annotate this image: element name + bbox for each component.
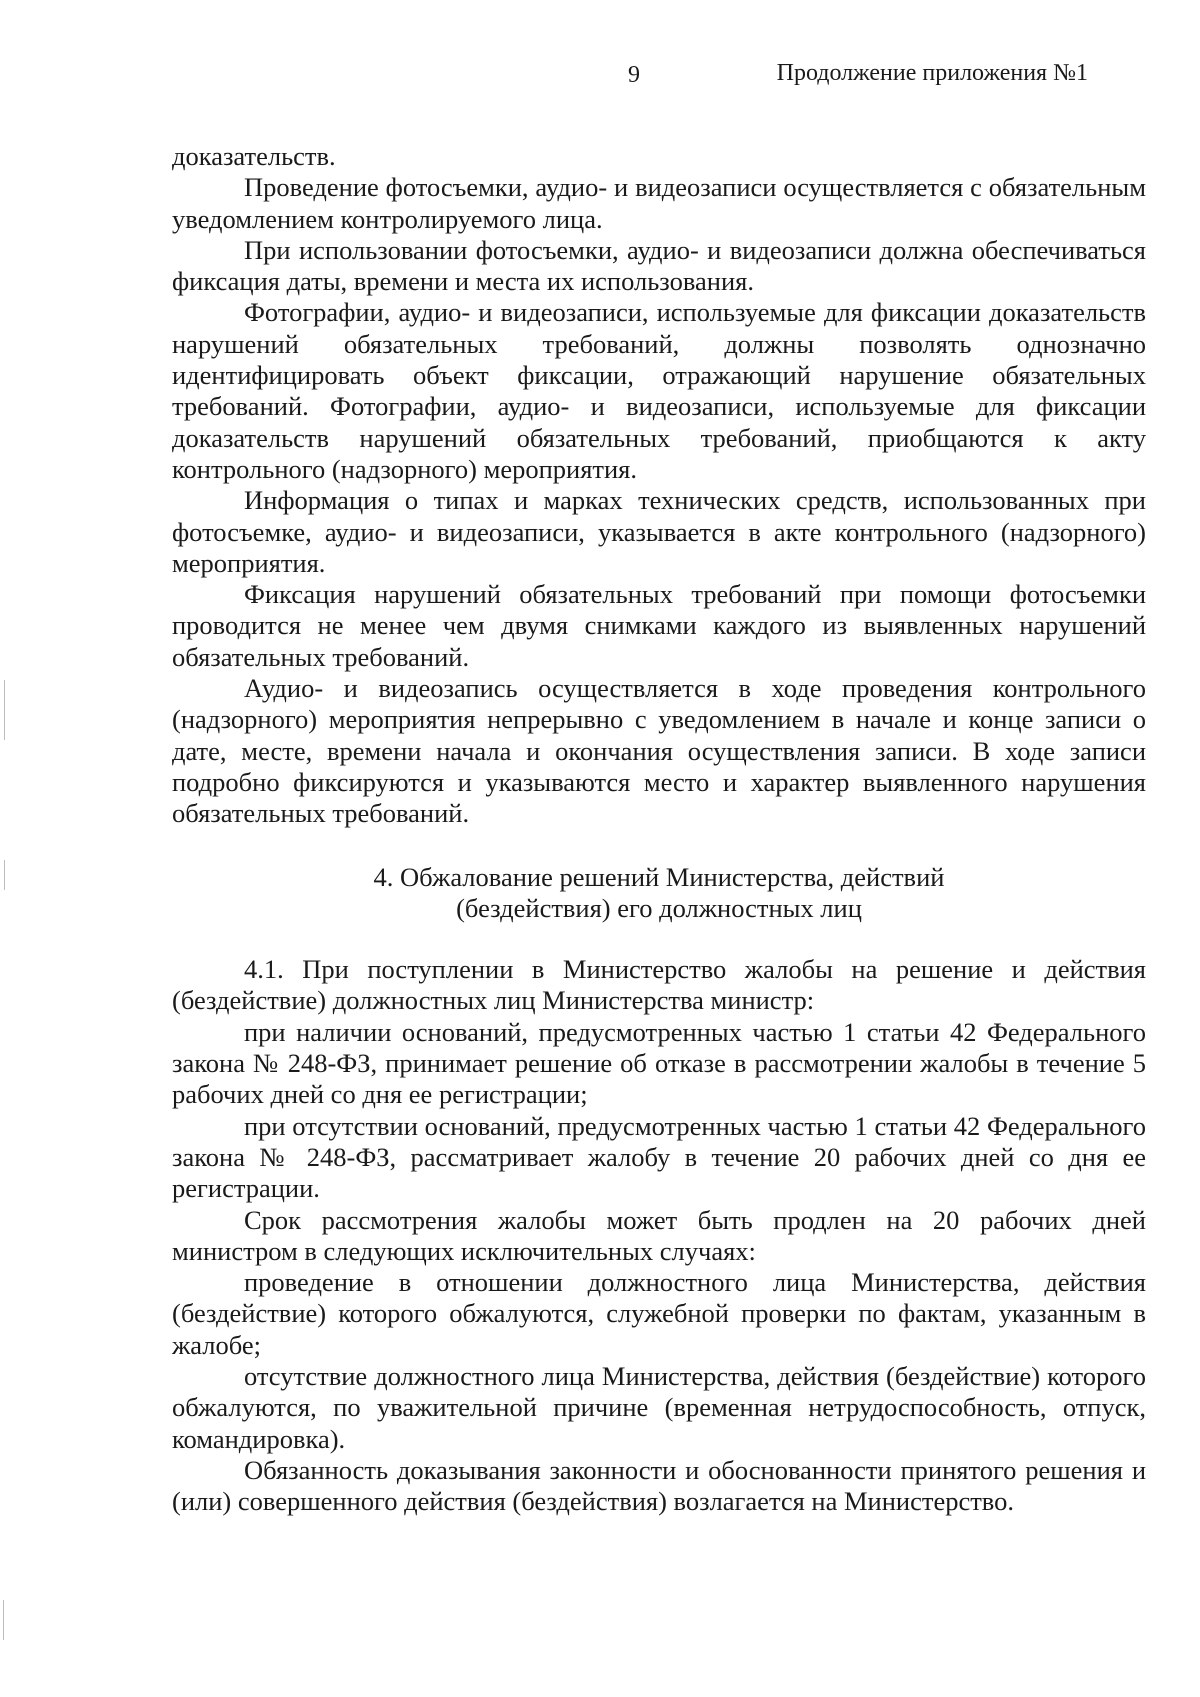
running-head: Продолжение приложения №1 bbox=[776, 60, 1088, 86]
paragraph: 4.1. При поступлении в Министерство жалобы на решение и действия (бездействие) должностных лиц Министерства министр: bbox=[172, 954, 1146, 1016]
paragraph: при наличии оснований, предусмотренных частью 1 статьи 42 Федерального закона № 248-ФЗ, принимает решение об отказе в рассмотрении жалобы в течение 5 рабочих дней со дня ее регистрации; bbox=[172, 1016, 1146, 1110]
paragraph: при отсутствии оснований, предусмотренных частью 1 статьи 42 Федерального закона № 248-ФЗ, рассматривает жалобу в течение 20 рабочих дней со дня ее регистрации. bbox=[172, 1110, 1146, 1204]
paragraph: Проведение фотосъемки, аудио- и видеозаписи осуществляется с обязательным уведомлением контролируемого лица. bbox=[172, 172, 1146, 234]
page-number: 9 bbox=[628, 62, 640, 88]
section-heading bbox=[172, 862, 1146, 925]
body-text bbox=[172, 141, 1146, 1517]
section-heading-line-2: (бездействия) его должностных лиц bbox=[456, 892, 862, 923]
paragraph: Фотографии, аудио- и видеозаписи, используемые для фиксации доказательств нарушений обязательных требований, должны позволять однозначно идентифицировать объект фиксации, отражающий нарушение обязательных требований. Фотографии, аудио- и видеозаписи, используемые для фиксации доказательств нарушений обязательных требований, приобщаются к акту контрольного (надзорного) мероприятия. bbox=[172, 297, 1146, 484]
paragraph-continuation: доказательств. bbox=[172, 141, 336, 171]
paragraph: Аудио- и видеозапись осуществляется в ходе проведения контрольного (надзорного) мероприятия непрерывно с уведомлением в начале и конце записи о дате, месте, времени начала и окончания осуществления записи. В ходе записи подробно фиксируются и указываются место и характер выявленного нарушения обязательных требований. bbox=[172, 673, 1146, 829]
section-heading-line-1: 4. Обжалование решений Министерства, действий bbox=[373, 861, 945, 892]
paragraph: проведение в отношении должностного лица Министерства, действия (бездействие) которого обжалуются, служебной проверки по фактам, указанным в жалобе; bbox=[172, 1267, 1146, 1360]
paragraph: При использовании фотосъемки, аудио- и видеозаписи должна обеспечиваться фиксация даты, времени и места их использования. bbox=[172, 234, 1146, 297]
paragraph: Обязанность доказывания законности и обоснованности принятого решения и (или) совершенного действия (бездействия) возлагается на Министерство. bbox=[172, 1454, 1146, 1517]
scan-artifact bbox=[3, 1600, 4, 1640]
paragraph: Фиксация нарушений обязательных требований при помощи фотосъемки проводится не менее чем двумя снимками каждого из выявленных нарушений обязательных требований. bbox=[172, 579, 1146, 672]
paragraph: Срок рассмотрения жалобы может быть продлен на 20 рабочих дней министром в следующих исключительных случаях: bbox=[172, 1204, 1146, 1266]
paragraph: отсутствие должностного лица Министерства, действия (бездействие) которого обжалуются, по уважительной причине (временная нетрудоспособность, отпуск, командировка). bbox=[172, 1360, 1146, 1454]
scan-artifact bbox=[4, 860, 5, 890]
paragraph: Информация о типах и марках технических средств, использованных при фотосъемке, аудио- и видеозаписи, указывается в акте контрольного (надзорного) мероприятия. bbox=[172, 485, 1146, 578]
scan-artifact bbox=[4, 680, 5, 740]
